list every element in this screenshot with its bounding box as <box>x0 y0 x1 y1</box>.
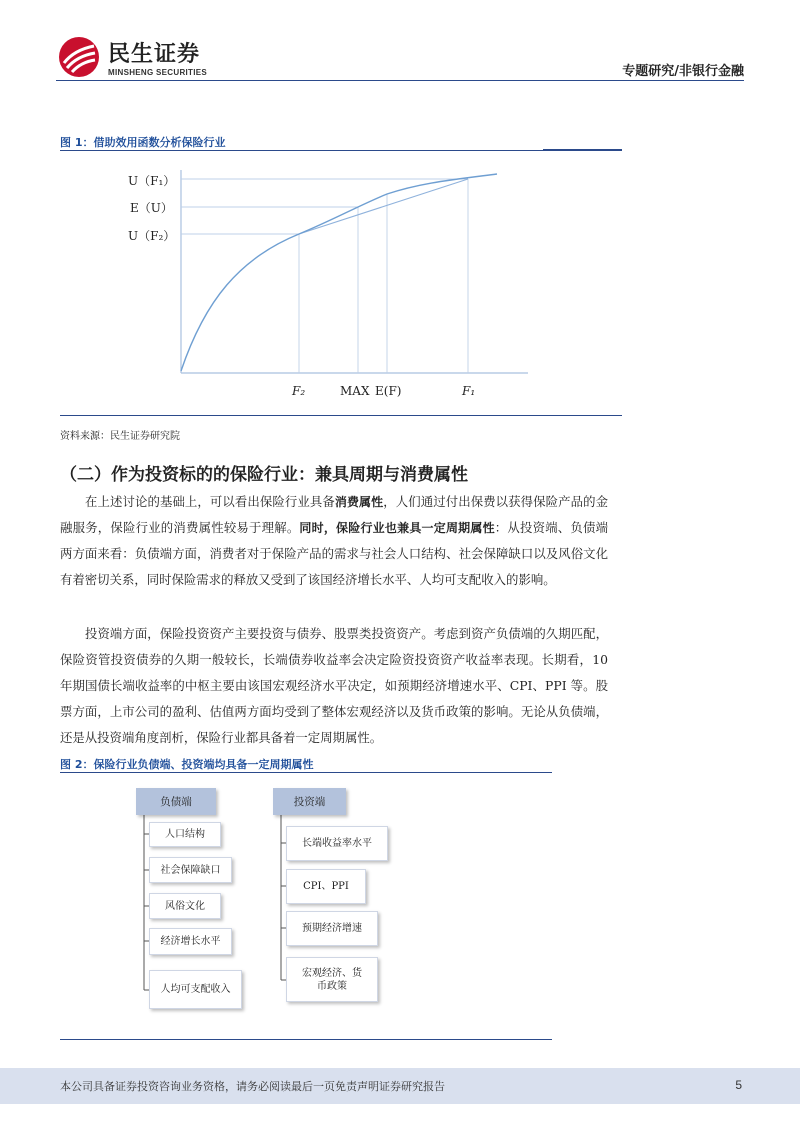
investment-item-macro-policy: 宏观经济、货币政策 <box>286 957 378 1002</box>
liability-item-population: 人口结构 <box>149 822 221 847</box>
liability-item-culture: 风俗文化 <box>149 893 221 919</box>
footer-disclaimer: 本公司具备证券投资咨询业务资格，请务必阅读最后一页免责声明证券研究报告 <box>60 1080 445 1093</box>
para1-text-3: ：从投资端、负债端两方面来看：负债端方面，消费者对于保险产品的需求与社会人口结构、社会保障缺口以及风俗文化有着密切关系，同时保险需求的释放又受到了该国经济增长水平、人均可支配收入的影响。 <box>60 520 608 587</box>
logo-chinese-name: 民生证券 <box>108 42 201 67</box>
investment-item-growth-expectation: 预期经济增速 <box>286 911 378 946</box>
liability-item-growth: 经济增长水平 <box>149 928 232 955</box>
figure2-bottom-rule <box>60 1039 552 1040</box>
y-label-e-u: E（U） <box>130 201 173 215</box>
y-label-u-f1: U（F₁） <box>128 174 176 188</box>
x-label-f1: F₁ <box>462 384 476 398</box>
page-footer <box>0 1068 800 1104</box>
investment-item-yield: 长端收益率水平 <box>286 826 388 861</box>
figure2-title: 图 2：保险行业负债端、投资端均具备一定周期属性 <box>60 758 314 771</box>
section-title: （二）作为投资标的的保险行业：兼具周期与消费属性 <box>60 465 468 485</box>
paragraph-investment-side: 投资端方面，保险投资资产主要投资与债券、股票类投资资产。考虑到资产负债端的久期匹配，保险资管投资债券的久期一般较长，长端债券收益率会决定险资投资资产收益率表现。长期看，10 年期国债长端收益率的中枢主要由该国宏观经济水平决定，如预期经济增速水平、CPI、PPI 等。股票方面，上市公司的盈利、估值两方面均受到了整体宏观经济以及货币政策的影响。无论从负债端，还是从投资端角度剖析，保险行业都具备着一定周期属性。 <box>60 626 609 745</box>
y-label-u-f2: U（F₂） <box>128 229 176 243</box>
report-category: 专题研究/非银行金融 <box>622 64 744 79</box>
investment-item-cpi-ppi: CPI、PPI <box>286 869 366 904</box>
x-label-ef: E(F) <box>375 384 402 398</box>
investment-side-header: 投资端 <box>273 788 346 815</box>
logo-english-name: MINSHENG SECURITIES <box>108 68 208 77</box>
para1-text-2: ，人们通过付出保费以获得保险产品的金融服务，保险行业的消费属性较易于理解。 <box>60 494 608 535</box>
para1-text-1: 在上述讨论的基础上，可以看出保险行业具备 <box>85 494 335 509</box>
para1-bold-1: 消费属性 <box>334 495 384 509</box>
page-number: 5 <box>735 1078 742 1092</box>
liability-item-social-security: 社会保障缺口 <box>149 857 232 883</box>
para1-bold-2: 同时，保险行业也兼具一定周期属性 <box>299 521 495 535</box>
liability-side-header: 负债端 <box>136 788 216 815</box>
figure1-source: 资料来源：民生证券研究院 <box>60 431 180 442</box>
x-label-max: MAX <box>340 384 370 398</box>
liability-item-income: 人均可支配收入 <box>149 970 242 1009</box>
figure1-title: 图 1：借助效用函数分析保险行业 <box>60 136 226 149</box>
x-label-f2: F₂ <box>292 384 306 398</box>
